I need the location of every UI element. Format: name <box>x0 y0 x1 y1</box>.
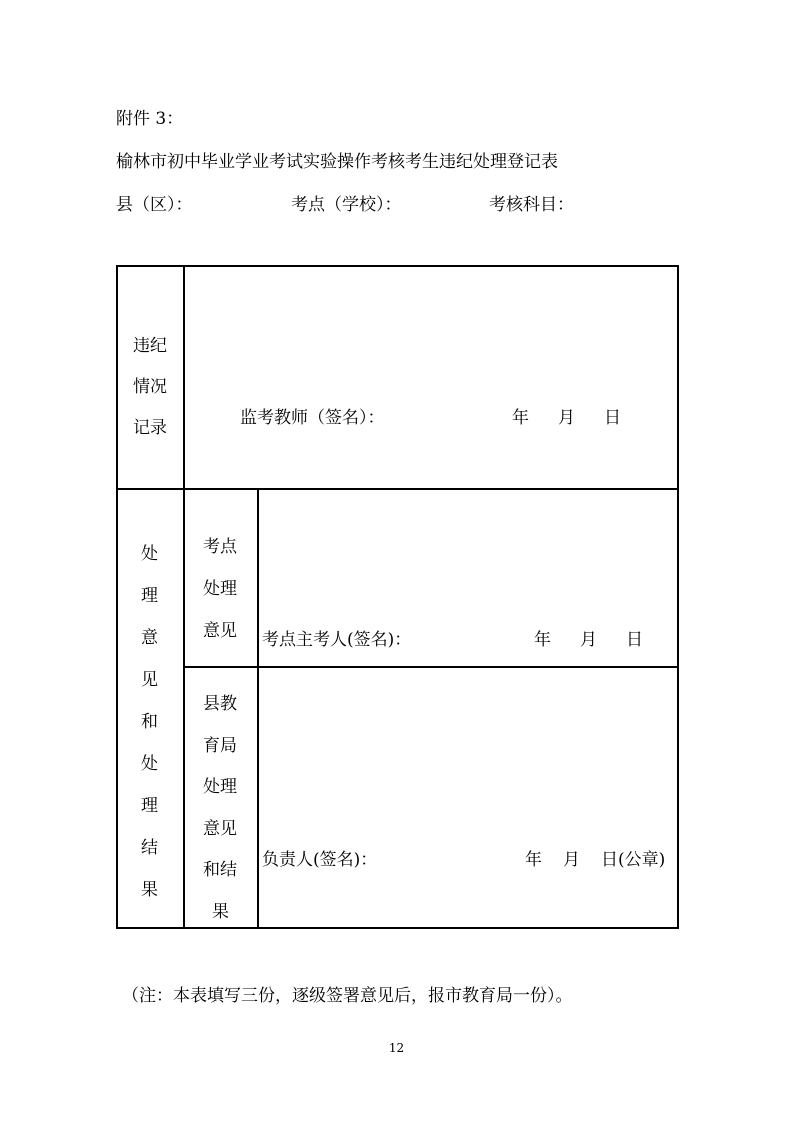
site-opinion-label: 考点 处理 意见 <box>203 537 237 641</box>
responsible-person-signature-label: 负责人(签名)： <box>262 850 378 870</box>
page-number: 12 <box>388 1041 405 1055</box>
proctor-date-day: 日 <box>604 408 621 428</box>
county-field-label: 县（区）： <box>116 195 193 215</box>
proctor-signature-label: 监考教师（签名）： <box>240 408 385 428</box>
subject-field-label: 考核科目： <box>489 195 574 215</box>
table-border-right <box>677 265 679 929</box>
table-border-top <box>116 265 678 267</box>
chief-date-month: 月 <box>580 630 597 650</box>
violation-record-label: 违纪 情况 记录 <box>133 336 167 438</box>
table-border-bottom <box>116 927 678 929</box>
chief-date-day: 日 <box>626 630 643 650</box>
attachment-label: 附件 3： <box>116 109 184 129</box>
handling-opinion-result-label: 处 理 意 见 和 处 理 结 果 <box>141 544 158 900</box>
table-divider-col2 <box>257 488 259 929</box>
form-title: 榆林市初中毕业学业考试实验操作考核考生违纪处理登记表 <box>116 152 558 172</box>
table-border-left <box>116 265 118 929</box>
proctor-date-month: 月 <box>558 408 575 428</box>
bureau-date-month: 月 <box>563 850 580 870</box>
chief-examiner-signature-label: 考点主考人(签名)： <box>262 630 412 650</box>
proctor-date-year: 年 <box>512 408 529 428</box>
county-bureau-opinion-label: 县教 育局 处理 意见 和结 果 <box>203 694 237 922</box>
footnote: （注：本表填写三份，逐级签署意见后，报市教育局一份）。 <box>122 986 573 1006</box>
bureau-date-day-seal: 日(公章) <box>601 850 666 870</box>
bureau-date-year: 年 <box>525 850 542 870</box>
chief-date-year: 年 <box>534 630 551 650</box>
table-divider-col1 <box>183 265 185 929</box>
table-divider-row1 <box>116 488 678 490</box>
exam-site-field-label: 考点（学校）： <box>291 195 402 215</box>
